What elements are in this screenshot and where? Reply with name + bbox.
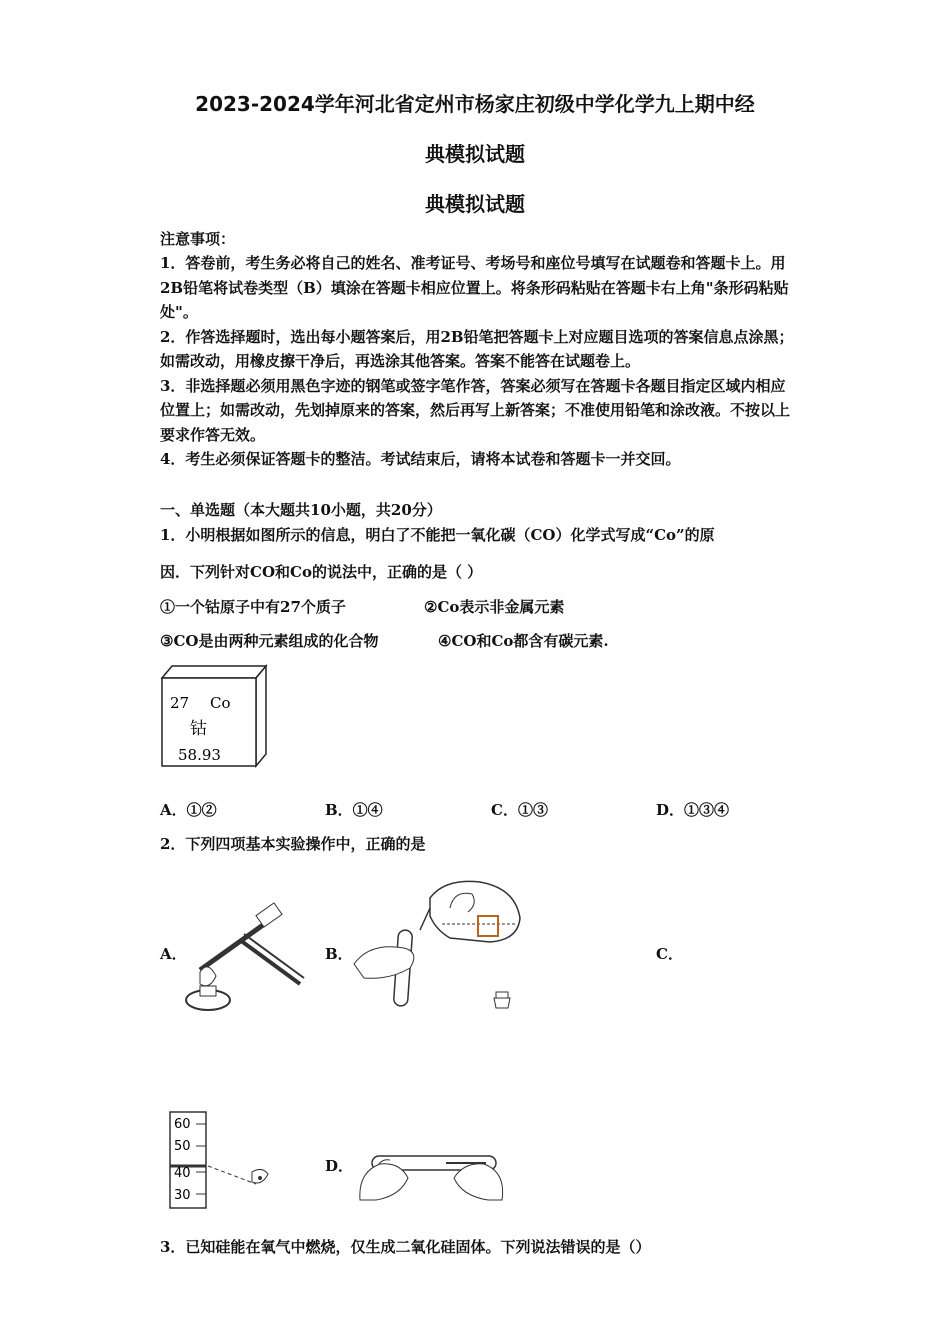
exam-title-line3: 典模拟试题 bbox=[425, 192, 525, 216]
q1-stem-line2: 因．下列针对CO和Co的说法中，正确的是（ ） bbox=[160, 563, 483, 581]
notice-list bbox=[160, 251, 800, 472]
section-heading: 一、单选题（本大题共10小题，共20分） bbox=[160, 501, 442, 519]
element-mass: 58.93 bbox=[178, 746, 221, 764]
q2-stem: 2．下列四项基本实验操作中，正确的是 bbox=[160, 835, 426, 853]
cylinder-tick: 40 bbox=[174, 1166, 191, 1181]
cylinder-tick: 60 bbox=[174, 1117, 191, 1132]
element-symbol: Co bbox=[210, 694, 231, 712]
cobalt-element-card bbox=[160, 664, 268, 768]
figure-measuring-cylinder bbox=[162, 1108, 282, 1212]
q2-label-b: B． bbox=[325, 945, 353, 963]
element-number: 27 bbox=[170, 694, 190, 712]
q1-statement-2: ②Co表示非金属元素 bbox=[424, 598, 565, 616]
q3-stem: 3．已知硅能在氧气中燃烧，仅生成二氧化硅固体。下列说法错误的是（） bbox=[160, 1238, 651, 1256]
notice-item: 4．考生必须保证答题卡的整洁。考试结束后，请将本试卷和答题卡一并交回。 bbox=[160, 450, 681, 468]
q2-label-d: D． bbox=[325, 1157, 354, 1175]
q1-statement-3: ③CO是由两种元素组成的化合物 bbox=[160, 632, 379, 650]
figure-holding-test-tube bbox=[356, 1138, 506, 1204]
q1-statement-1: ①一个钴原子中有27个质子 bbox=[160, 598, 346, 616]
q1-statement-4: ④CO和Co都含有碳元素. bbox=[438, 632, 609, 650]
q1-choice-c: C．①③ bbox=[491, 801, 548, 819]
q2-label-c: C． bbox=[656, 945, 683, 963]
exam-title-line1: 2023-2024学年河北省定州市杨家庄初级中学化学九上期中经 bbox=[195, 92, 755, 116]
figure-pouring-liquid bbox=[350, 868, 540, 1018]
figure-heating-test-tube bbox=[180, 900, 310, 1020]
q1-choice-d: D．①③④ bbox=[656, 801, 730, 819]
exam-title-line2: 典模拟试题 bbox=[425, 142, 525, 166]
q2-label-a: A． bbox=[160, 945, 187, 963]
cylinder-tick: 30 bbox=[174, 1188, 191, 1203]
cylinder-tick: 50 bbox=[174, 1139, 191, 1154]
q1-choice-a: A．①② bbox=[160, 801, 217, 819]
element-name: 钴 bbox=[190, 719, 207, 739]
notice-item: 3．非选择题必须用黑色字迹的钢笔或签字笔作答，答案必须写在答题卡各题目指定区域内相应位置上；如需改动，先划掉原来的答案，然后再写上新答案；不准使用铅笔和涂改液。不按以上要求作答无效。 bbox=[160, 376, 791, 444]
q1-choice-b: B．①④ bbox=[325, 801, 383, 819]
notice-item: 2．作答选择题时，选出每小题答案后，用2B铅笔把答题卡上对应题目选项的答案信息点涂黑；如需改动，用橡皮擦干净后，再选涂其他答案。答案不能答在试题卷上。 bbox=[160, 327, 794, 370]
notice-heading: 注意事项： bbox=[160, 230, 236, 248]
notice-item: 1．答卷前，考生务必将自己的姓名、准考证号、考场号和座位号填写在试题卷和答题卡上。用2B铅笔将试卷类型（B）填涂在答题卡相应位置上。将条形码粘贴在答题卡右上角"条形码粘贴处"。 bbox=[160, 254, 789, 321]
q1-stem-line1: 1．小明根据如图所示的信息，明白了不能把一氧化碳（CO）化学式写成“Co”的原 bbox=[160, 526, 715, 544]
